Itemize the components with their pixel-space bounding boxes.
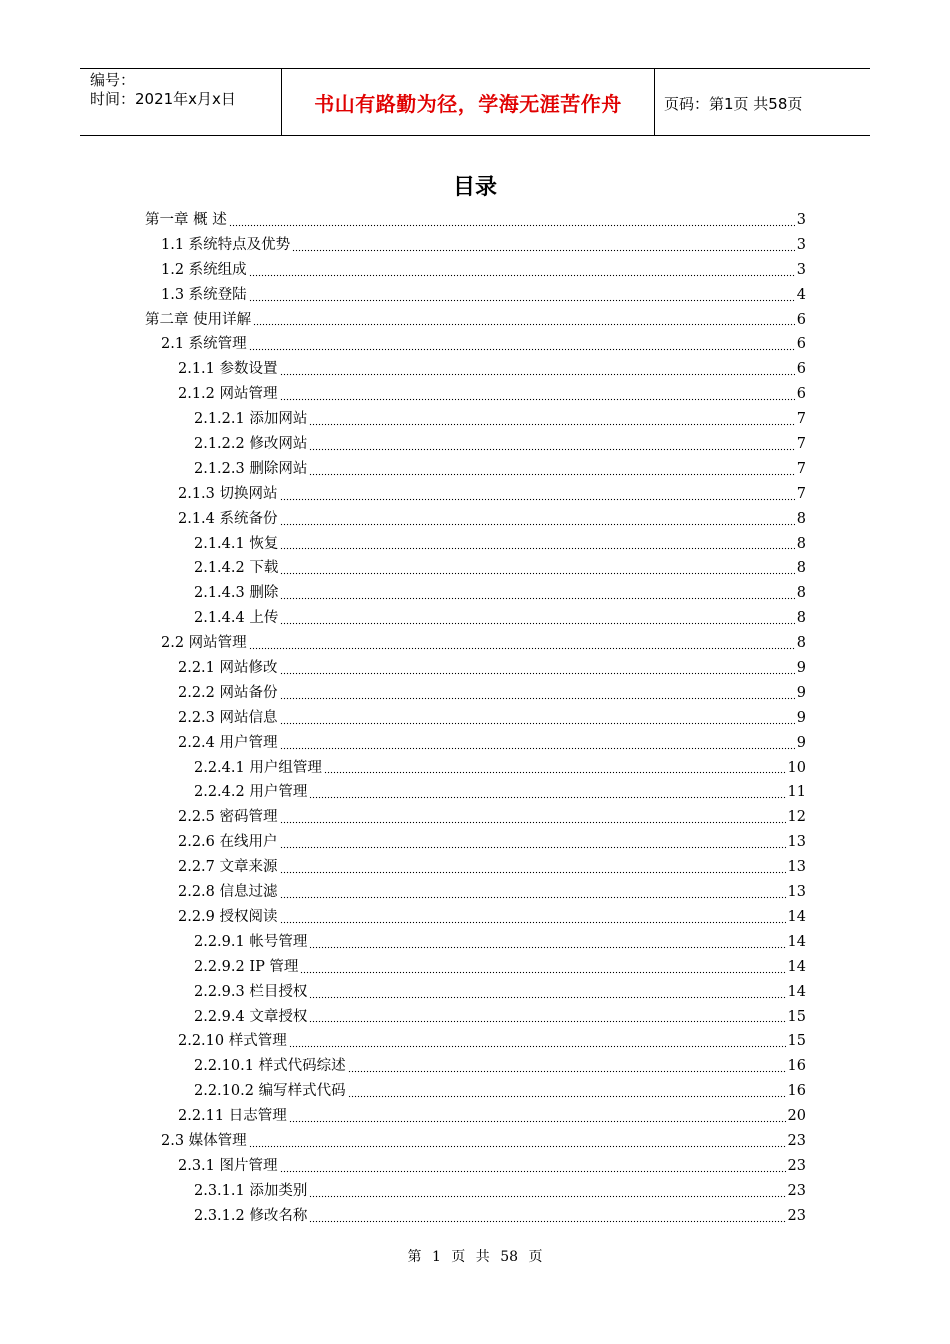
toc-entry[interactable]	[161, 283, 806, 308]
toc-entry[interactable]	[161, 332, 806, 357]
toc-entry[interactable]	[178, 1154, 806, 1179]
toc-dot-leader	[280, 686, 795, 700]
toc-entry[interactable]	[161, 631, 806, 656]
toc-entry-page: 15	[787, 1033, 806, 1050]
toc-entry-page: 9	[796, 684, 806, 701]
document-number-label: 编号：	[90, 71, 136, 89]
toc-entry[interactable]	[194, 1179, 806, 1204]
toc-entry[interactable]	[194, 980, 806, 1005]
toc-entry-page: 8	[796, 585, 806, 602]
header-divider	[654, 69, 655, 135]
toc-entry-page: 13	[787, 884, 806, 901]
toc-entry-page: 23	[787, 1207, 806, 1224]
table-of-contents	[0, 208, 950, 1229]
toc-dot-leader	[309, 985, 785, 999]
toc-entry-title: 2.2.4 用户管理	[178, 734, 278, 751]
toc-entry[interactable]	[161, 233, 806, 258]
toc-entry[interactable]	[194, 556, 806, 581]
toc-entry-title: 2.3.1.1 添加类别	[194, 1182, 308, 1199]
toc-entry-title: 2.2.9 授权阅读	[178, 908, 278, 925]
toc-entry[interactable]	[178, 1029, 806, 1054]
toc-entry[interactable]	[194, 532, 806, 557]
toc-entry-page: 14	[787, 958, 806, 975]
toc-entry[interactable]	[178, 382, 806, 407]
toc-entry-page: 23	[787, 1132, 806, 1149]
toc-dot-leader	[309, 1209, 785, 1223]
header-page-info: 页码：第1页 共58页	[664, 95, 803, 113]
toc-entry[interactable]	[178, 482, 806, 507]
toc-entry-page: 13	[787, 859, 806, 876]
toc-entry-page: 7	[796, 485, 806, 502]
toc-entry-title: 2.2.8 信息过滤	[178, 884, 278, 901]
toc-dot-leader	[280, 1159, 786, 1173]
toc-dot-leader	[309, 462, 794, 476]
toc-entry-title: 2.1.4.4 上传	[194, 610, 279, 627]
toc-entry[interactable]	[178, 855, 806, 880]
toc-dot-leader	[280, 661, 795, 675]
toc-entry-title: 2.1.4.3 删除	[194, 585, 279, 602]
toc-entry[interactable]	[178, 1104, 806, 1129]
toc-dot-leader	[249, 288, 795, 302]
toc-dot-leader	[249, 636, 795, 650]
toc-entry-page: 4	[796, 286, 806, 303]
toc-entry[interactable]	[178, 731, 806, 756]
toc-entry[interactable]	[194, 407, 806, 432]
toc-entry-page: 7	[796, 460, 806, 477]
toc-entry-page: 15	[787, 1008, 806, 1025]
toc-entry-title: 2.3 媒体管理	[161, 1132, 247, 1149]
toc-entry-page: 6	[796, 311, 806, 328]
toc-dot-leader	[280, 711, 795, 725]
toc-entry-title: 2.1.2.2 修改网站	[194, 436, 308, 453]
toc-entry-title: 2.2.4.2 用户管理	[194, 784, 308, 801]
toc-entry-page: 23	[787, 1182, 806, 1199]
toc-entry[interactable]	[194, 955, 806, 980]
toc-entry[interactable]	[194, 930, 806, 955]
toc-dot-leader	[348, 1059, 786, 1073]
toc-entry-page: 13	[787, 834, 806, 851]
toc-dot-leader	[324, 760, 786, 774]
toc-dot-leader	[309, 1009, 785, 1023]
toc-entry[interactable]	[178, 357, 806, 382]
toc-entry-page: 7	[796, 436, 806, 453]
toc-dot-leader	[289, 1109, 786, 1123]
toc-entry-title: 2.2.10.2 编写样式代码	[194, 1083, 346, 1100]
toc-dot-leader	[280, 810, 786, 824]
toc-entry[interactable]	[178, 905, 806, 930]
toc-entry[interactable]	[178, 805, 806, 830]
toc-entry-title: 1.2 系统组成	[161, 261, 247, 278]
header-motto: 书山有路勤为径，学海无涯苦作舟	[314, 91, 622, 116]
toc-entry-page: 8	[796, 610, 806, 627]
toc-entry-title: 2.1.2.3 删除网站	[194, 460, 308, 477]
toc-dot-leader	[280, 561, 794, 575]
toc-dot-leader	[249, 337, 795, 351]
toc-dot-leader	[280, 586, 794, 600]
toc-entry-title: 2.2.2 网站备份	[178, 684, 278, 701]
toc-dot-leader	[309, 785, 785, 799]
toc-entry[interactable]	[161, 1129, 806, 1154]
toc-entry-title: 2.2.6 在线用户	[178, 834, 278, 851]
toc-entry[interactable]	[145, 308, 806, 333]
toc-dot-leader	[348, 1084, 786, 1098]
toc-entry-title: 2.2.1 网站修改	[178, 660, 278, 677]
toc-dot-leader	[292, 238, 795, 252]
toc-entry-page: 8	[796, 510, 806, 527]
toc-entry-title: 2.3.1.2 修改名称	[194, 1207, 308, 1224]
toc-entry[interactable]	[145, 208, 806, 233]
toc-entry-page: 11	[787, 784, 806, 801]
toc-entry-page: 9	[796, 734, 806, 751]
toc-dot-leader	[249, 1134, 786, 1148]
toc-entry-title: 2.2.9.4 文章授权	[194, 1008, 308, 1025]
toc-entry-title: 2.1.1 参数设置	[178, 361, 278, 378]
toc-entry-title: 2.2 网站管理	[161, 635, 247, 652]
toc-entry-title: 2.2.7 文章来源	[178, 859, 278, 876]
toc-entry-title: 1.1 系统特点及优势	[161, 236, 291, 253]
toc-dot-leader	[280, 611, 794, 625]
toc-entry-title: 2.2.3 网站信息	[178, 709, 278, 726]
toc-entry[interactable]	[178, 507, 806, 532]
toc-dot-leader	[309, 412, 794, 426]
toc-entry-title: 2.2.10 样式管理	[178, 1033, 287, 1050]
toc-entry-page: 12	[787, 809, 806, 826]
toc-title: 目录	[452, 175, 497, 200]
toc-entry-title: 1.3 系统登陆	[161, 286, 247, 303]
toc-entry[interactable]	[194, 1079, 806, 1104]
toc-entry-page: 6	[796, 361, 806, 378]
toc-entry-title: 2.2.9.1 帐号管理	[194, 933, 308, 950]
toc-entry[interactable]	[194, 457, 806, 482]
toc-dot-leader	[300, 960, 785, 974]
toc-dot-leader	[280, 362, 795, 376]
page-footer: 第 1 页 共 58 页	[407, 1249, 543, 1265]
toc-entry[interactable]	[178, 681, 806, 706]
toc-dot-leader	[280, 536, 794, 550]
toc-entry-title: 2.1.4.2 下载	[194, 560, 279, 577]
toc-entry-page: 3	[796, 261, 806, 278]
toc-dot-leader	[280, 835, 786, 849]
toc-entry[interactable]	[194, 1005, 806, 1030]
toc-entry-page: 20	[787, 1108, 806, 1125]
toc-entry[interactable]	[178, 656, 806, 681]
toc-entry-title: 2.1.3 切换网站	[178, 485, 278, 502]
toc-dot-leader	[289, 1034, 786, 1048]
toc-entry[interactable]	[194, 432, 806, 457]
toc-dot-leader	[280, 910, 786, 924]
toc-dot-leader	[280, 860, 786, 874]
toc-dot-leader	[229, 213, 795, 227]
toc-entry-page: 8	[796, 535, 806, 552]
document-date: 时间：2021年x月x日	[90, 90, 236, 108]
toc-dot-leader	[280, 885, 786, 899]
toc-entry[interactable]	[178, 830, 806, 855]
toc-entry-page: 9	[796, 709, 806, 726]
toc-entry-title: 2.1.2.1 添加网站	[194, 411, 308, 428]
toc-entry-title: 第一章 概 述	[145, 212, 227, 228]
toc-entry[interactable]	[194, 1204, 806, 1229]
toc-entry-title: 2.1 系统管理	[161, 336, 247, 353]
toc-entry-title: 2.1.2 网站管理	[178, 386, 278, 403]
toc-entry-page: 6	[796, 336, 806, 353]
toc-entry-page: 16	[787, 1083, 806, 1100]
toc-entry[interactable]	[194, 581, 806, 606]
toc-dot-leader	[309, 935, 785, 949]
page-header	[80, 68, 870, 136]
toc-entry-title: 2.2.4.1 用户组管理	[194, 759, 322, 776]
toc-entry-page: 14	[787, 908, 806, 925]
toc-dot-leader	[253, 312, 795, 326]
toc-entry-page: 16	[787, 1058, 806, 1075]
toc-entry-page: 8	[796, 635, 806, 652]
toc-dot-leader	[280, 487, 795, 501]
toc-entry[interactable]	[178, 880, 806, 905]
toc-entry[interactable]	[194, 1054, 806, 1079]
toc-entry-page: 14	[787, 983, 806, 1000]
toc-dot-leader	[280, 736, 795, 750]
toc-entry-page: 14	[787, 933, 806, 950]
toc-entry[interactable]	[194, 756, 806, 781]
toc-entry-page: 3	[796, 236, 806, 253]
toc-entry-page: 3	[796, 212, 806, 228]
toc-entry-title: 2.3.1 图片管理	[178, 1157, 278, 1174]
toc-entry-title: 2.2.9.2 IP 管理	[194, 958, 299, 975]
toc-entry-title: 2.2.5 密码管理	[178, 809, 278, 826]
toc-dot-leader	[280, 387, 795, 401]
toc-dot-leader	[309, 1184, 785, 1198]
toc-entry-page: 8	[796, 560, 806, 577]
toc-dot-leader	[309, 437, 794, 451]
toc-entry-title: 第二章 使用详解	[145, 311, 252, 328]
toc-entry-page: 23	[787, 1157, 806, 1174]
toc-entry[interactable]	[161, 258, 806, 283]
toc-entry-page: 6	[796, 386, 806, 403]
toc-entry-title: 2.2.10.1 样式代码综述	[194, 1058, 346, 1075]
toc-entry-page: 10	[787, 759, 806, 776]
toc-entry-title: 2.1.4 系统备份	[178, 510, 278, 527]
toc-entry[interactable]	[194, 606, 806, 631]
toc-entry-title: 2.2.9.3 栏目授权	[194, 983, 308, 1000]
toc-dot-leader	[249, 263, 795, 277]
header-meta	[90, 71, 236, 109]
toc-entry-title: 2.2.11 日志管理	[178, 1108, 287, 1125]
toc-entry-page: 7	[796, 411, 806, 428]
toc-dot-leader	[280, 512, 795, 526]
toc-entry[interactable]	[178, 706, 806, 731]
toc-entry-title: 2.1.4.1 恢复	[194, 535, 279, 552]
toc-entry[interactable]	[194, 780, 806, 805]
toc-entry-page: 9	[796, 660, 806, 677]
